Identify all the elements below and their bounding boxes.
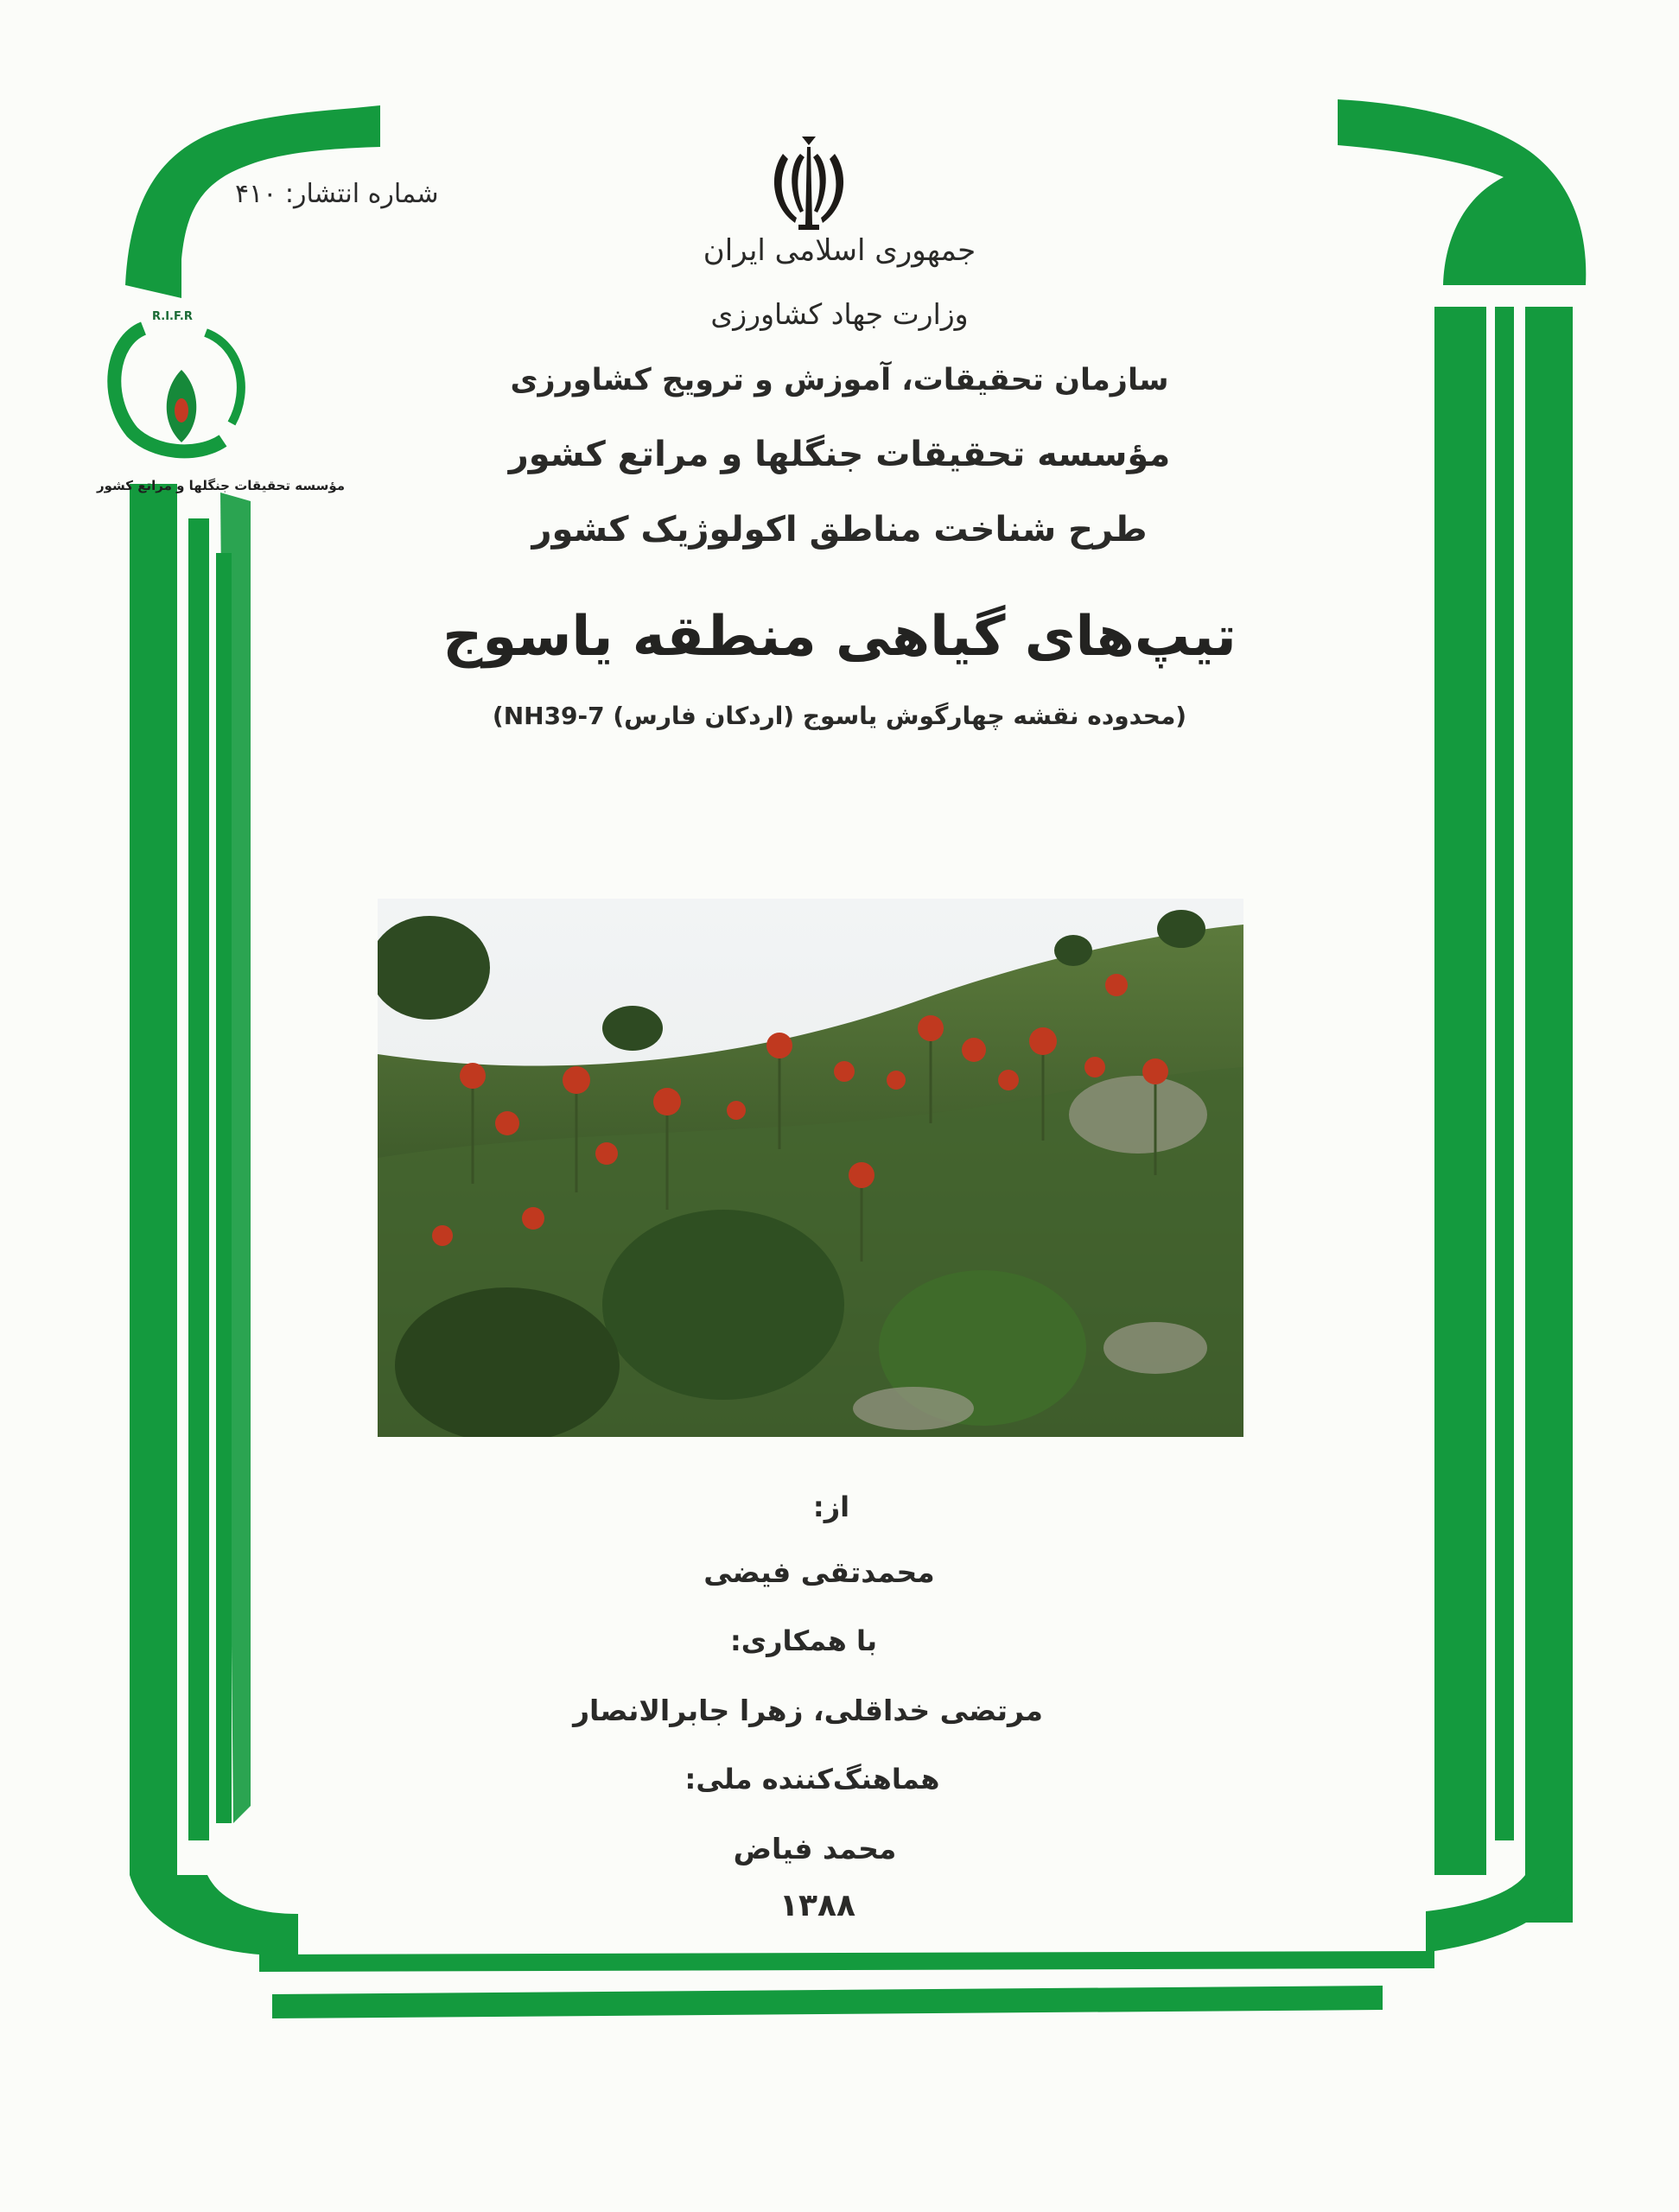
cover-photo — [378, 899, 1243, 1437]
ministry-name: وزارت جهاد کشاورزی — [710, 297, 969, 331]
publication-number: شماره انتشار: ۴۱۰ — [235, 179, 439, 209]
iran-emblem-icon — [757, 130, 861, 238]
by-label: از: — [812, 1491, 850, 1523]
logo-caption: مؤسسه تحقیقات جنگلها و مراتع کشور — [97, 478, 346, 493]
logo-acronym: R.I.F.R — [152, 310, 193, 323]
country-name: جمهوری اسلامی ایران — [703, 233, 976, 268]
main-title: تیپ‌های گیاهی منطقه یاسوج — [442, 605, 1237, 669]
coordinator-name: محمد فیاض — [733, 1832, 897, 1866]
author-name: محمدتقی فیضی — [703, 1555, 935, 1589]
with-label: با همکاری: — [730, 1624, 877, 1657]
rifr-logo-icon — [102, 294, 258, 475]
publication-year: ۱۳۸۸ — [779, 1888, 855, 1923]
subtitle: (محدوده نقشه چهارگوش یاسوج (اردکان فارس) NH39-7) — [492, 702, 1187, 730]
organization-name: سازمان تحقیقات، آموزش و ترویج کشاورزی — [510, 363, 1169, 397]
project-name: طرح شناخت مناطق اکولوژیک کشور — [531, 510, 1148, 550]
collaborators: مرتضی خداقلی، زهرا جابرالانصار — [573, 1694, 1043, 1727]
institute-name: مؤسسه تحقیقات جنگلها و مراتع کشور — [508, 435, 1171, 474]
coordinator-label: هماهنگ‌کننده ملی: — [684, 1763, 940, 1796]
